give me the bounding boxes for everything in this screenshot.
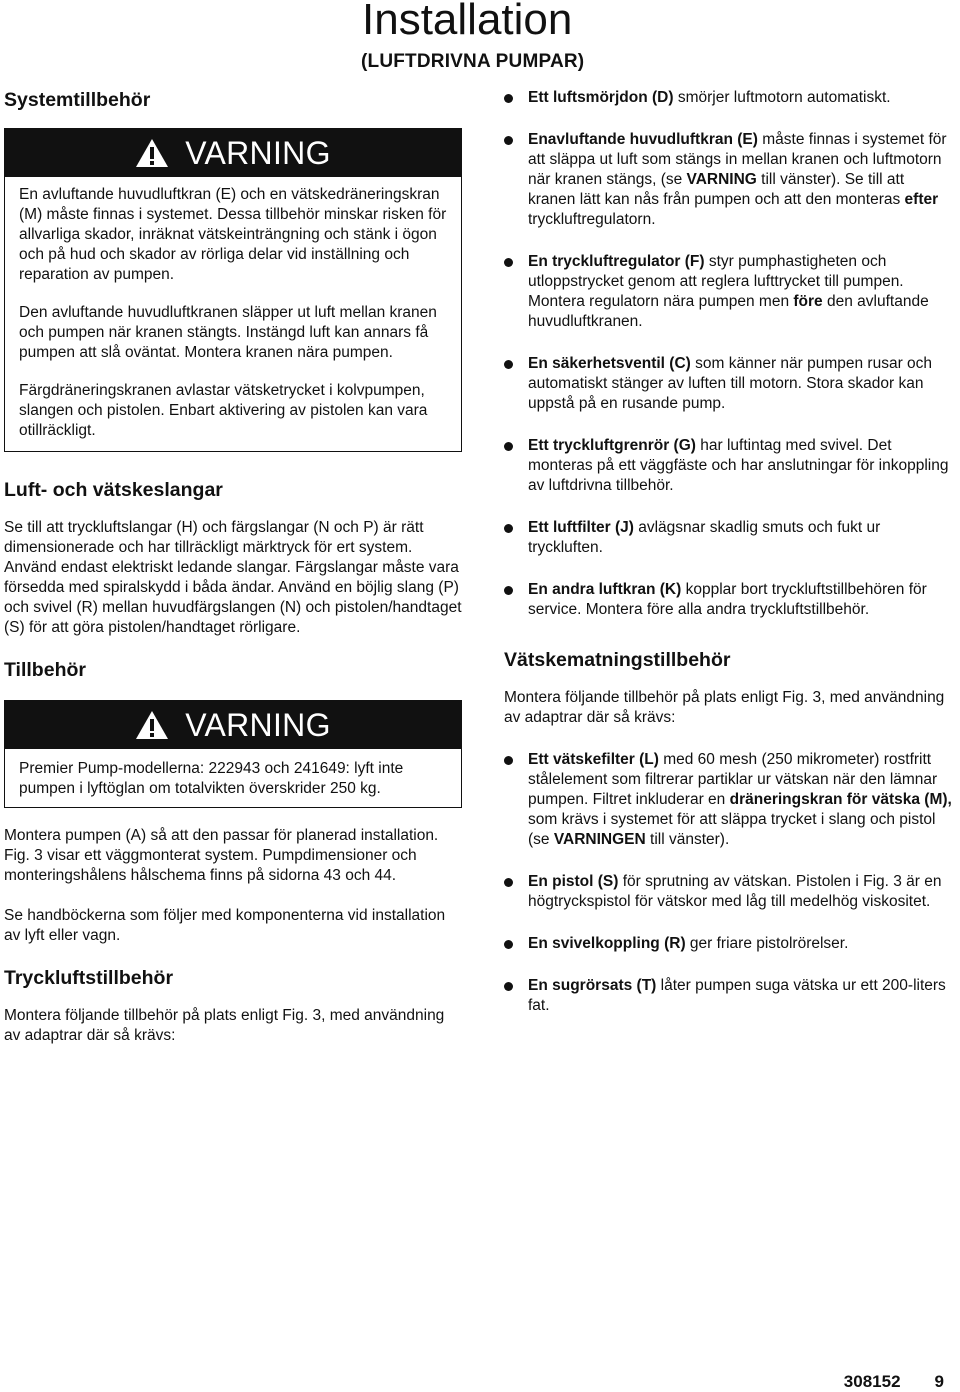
bullet-icon xyxy=(504,136,513,145)
warning-paragraph: Färgdräneringskranen avlastar vätsketrycket i kolvpumpen, slangen och pistolen. Enbart aktivering av pistolen kan vara otillräckligt. xyxy=(19,382,428,439)
item-desc: kopplar bort tryckluftstillbehören för service. Montera före alla andra tryckluftstillbehör. xyxy=(528,581,927,618)
item-desc: har luftintag med svivel. Det monteras på ett väggfäste och har anslutningar för inkoppling av luftdrivna tillbehör. xyxy=(528,437,949,494)
item-term: Enavluftande huvudluftkran (E) xyxy=(528,131,758,148)
warning-triangle-icon xyxy=(135,138,169,168)
section-heading-slangar: Luft- och vätskeslangar xyxy=(4,479,223,501)
item-term: En sugrörsats (T) xyxy=(528,977,657,994)
item-desc: ger friare pistolrörelser. xyxy=(685,935,849,952)
bullet-icon xyxy=(504,756,513,765)
item-desc: som känner när pumpen rusar och automatiskt stänger av luften till motorn. Stora skador kan uppstå på en rusande pump. xyxy=(528,355,933,412)
vatskematning-text: Montera följande tillbehör på plats enligt Fig. 3, med användning av adaptrar där så krävs: xyxy=(504,689,945,726)
list-item-text xyxy=(528,130,954,230)
list-item-text xyxy=(528,934,954,954)
item-desc: smörjer luftmotorn automatiskt. xyxy=(673,89,891,106)
list-item-text xyxy=(528,750,954,850)
list-item-text xyxy=(528,580,954,620)
item-desc: styr pumphastigheten och utloppstrycket genom att reglera lufttrycket till pumpen. Montera regulatorn nära pumpen men xyxy=(528,253,904,310)
page-title: Installation xyxy=(362,0,573,44)
bullet-icon xyxy=(504,258,513,267)
item-desc: måste finnas i systemet för att släppa ut luft som stängs in mellan kranen och luftmotorn när kranen stängs, (se xyxy=(528,131,947,188)
item-desc: låter pumpen suga vätska ur ett 200-liters fat. xyxy=(528,977,946,1014)
item-term: En säkerhetsventil (C) xyxy=(528,355,691,372)
list-item xyxy=(504,580,954,620)
right-column xyxy=(504,88,954,1016)
slangar-text: Se till att tryckluftslangar (H) och färgslangar (N och P) är rätt dimensionerade och har tillräckligt märktryck för ert system. Använd endast elektriskt ledande slangar. Färgslangar måste vara försedda med spiralskydd i båda ändar. Använd en böjlig slang (P) och svivel (R) mellan huvudfärgslangen (N) och pistolen/handtaget (S) för att göra pistolen/handtaget rörligare. xyxy=(4,519,462,636)
warning-paragraph: Den avluftande huvudluftkranen släpper ut luft mellan kranen och pumpen när kranen stängts. Instängd luft kan annars få pumpen att slå oväntat. Montera kranen nära pumpen. xyxy=(19,304,437,361)
list-item-text xyxy=(528,976,954,1016)
warning-banner xyxy=(5,129,461,177)
bullet-icon xyxy=(504,940,513,949)
bullet-icon xyxy=(504,878,513,887)
bullet-icon xyxy=(504,586,513,595)
warning-banner xyxy=(5,701,461,749)
item-desc: tryckluftregulatorn. xyxy=(528,211,656,228)
item-term: En tryckluftregulator (F) xyxy=(528,253,705,270)
list-item xyxy=(504,88,954,108)
list-item-text xyxy=(528,518,954,558)
bullet-icon xyxy=(504,982,513,991)
section-heading-systemtillbehor: Systemtillbehör xyxy=(4,89,151,111)
warning-box-system xyxy=(4,128,462,452)
tillbehor-paragraph: Se handböckerna som följer med komponenterna vid installation av lyft eller vagn. xyxy=(4,907,446,944)
list-item xyxy=(504,252,954,332)
list-item xyxy=(504,750,954,850)
list-item xyxy=(504,872,954,912)
left-column xyxy=(4,88,462,1046)
item-term: Ett luftsmörjdon (D) xyxy=(528,89,674,106)
item-term: Ett vätskefilter (L) xyxy=(528,751,659,768)
warning-label: VARNING xyxy=(185,707,331,743)
item-emphasis: efter xyxy=(904,191,939,208)
bullet-icon xyxy=(504,94,513,103)
list-item xyxy=(504,934,954,954)
item-desc: avlägsnar skadlig smuts och fukt ur tryckluften. xyxy=(528,519,881,556)
list-item-text xyxy=(528,354,954,414)
warning-body xyxy=(5,177,461,451)
item-desc: för sprutning av vätskan. Pistolen i Fig. 3 är en högtryckspistol för vätskor med låg till medelhög viskositet. xyxy=(528,873,942,910)
page-subtitle: (LUFTDRIVNA PUMPAR) xyxy=(361,51,585,72)
tryckluft-text: Montera följande tillbehör på plats enligt Fig. 3, med användning av adaptrar där så krävs: xyxy=(4,1007,445,1044)
warning-paragraph: En avluftande huvudluftkran (E) och en vätskedräneringskran (M) måste finnas i systemet. Dessa tillbehör minskar risken för allvarliga skador, inräknat vätskeinträngning och stänk i ögon och på hud och skador av rörliga delar vid inställning och reparation av pumpen. xyxy=(19,186,447,283)
tillbehor-paragraph: Montera pumpen (A) så att den passar för planerad installation. Fig. 3 visar ett väggmonterat system. Pumpdimensioner och monteringshålens hålschema finns på sidorna 43 och 44. xyxy=(4,827,439,884)
list-item-text xyxy=(528,252,954,332)
item-desc: med 60 mesh (250 mikrometer) rostfritt stålelement som filtrerar partiklar ur vätskan när den lämnar pumpen. Filtret inkluderar en xyxy=(528,751,938,808)
item-term: Ett luftfilter (J) xyxy=(528,519,634,536)
warning-box-lift xyxy=(4,700,462,808)
bullet-icon xyxy=(504,442,513,451)
item-emphasis: VARNING xyxy=(686,171,757,188)
air-accessory-list xyxy=(504,88,954,620)
fluid-accessory-list xyxy=(504,750,954,1016)
bullet-icon xyxy=(504,360,513,369)
list-item-text xyxy=(528,436,954,496)
item-desc: till vänster). xyxy=(645,831,730,848)
bullet-icon xyxy=(504,524,513,533)
list-item xyxy=(504,976,954,1016)
item-term: En andra luftkran (K) xyxy=(528,581,682,598)
item-emphasis: före xyxy=(793,293,823,310)
warning-triangle-icon xyxy=(135,710,169,740)
page-footer xyxy=(844,1372,944,1392)
item-term: Ett tryckluftgrenrör (G) xyxy=(528,437,696,454)
section-heading-tryckluft: Tryckluftstillbehör xyxy=(4,967,174,989)
warning-label: VARNING xyxy=(185,135,331,171)
item-term: En pistol (S) xyxy=(528,873,619,890)
warning-paragraph: Premier Pump-modellerna: 222943 och 241649: lyft inte pumpen i lyftöglan om totalvikten överskrider 250 kg. xyxy=(19,760,404,797)
item-emphasis: dräneringskran för vätska (M), xyxy=(729,791,952,808)
page-number: 9 xyxy=(934,1372,944,1391)
document-number: 308152 xyxy=(843,1372,901,1391)
list-item xyxy=(504,354,954,414)
list-item xyxy=(504,130,954,230)
item-emphasis: VARNINGEN xyxy=(553,831,646,848)
section-heading-tillbehor: Tillbehör xyxy=(4,659,86,681)
section-heading-vatskematning: Vätskematningstillbehör xyxy=(504,649,731,671)
item-desc: den avluftande huvudluftkranen. xyxy=(528,293,929,330)
list-item xyxy=(504,518,954,558)
item-desc: till vänster). Se till att kranen lätt kan nås från pumpen och att den monteras xyxy=(528,171,905,208)
list-item-text xyxy=(528,88,954,108)
item-desc: som krävs i systemet för att släppa trycket i slang och pistol (se xyxy=(528,811,936,848)
list-item-text xyxy=(528,872,954,912)
list-item xyxy=(504,436,954,496)
warning-body xyxy=(5,749,461,807)
item-term: En svivelkoppling (R) xyxy=(528,935,686,952)
